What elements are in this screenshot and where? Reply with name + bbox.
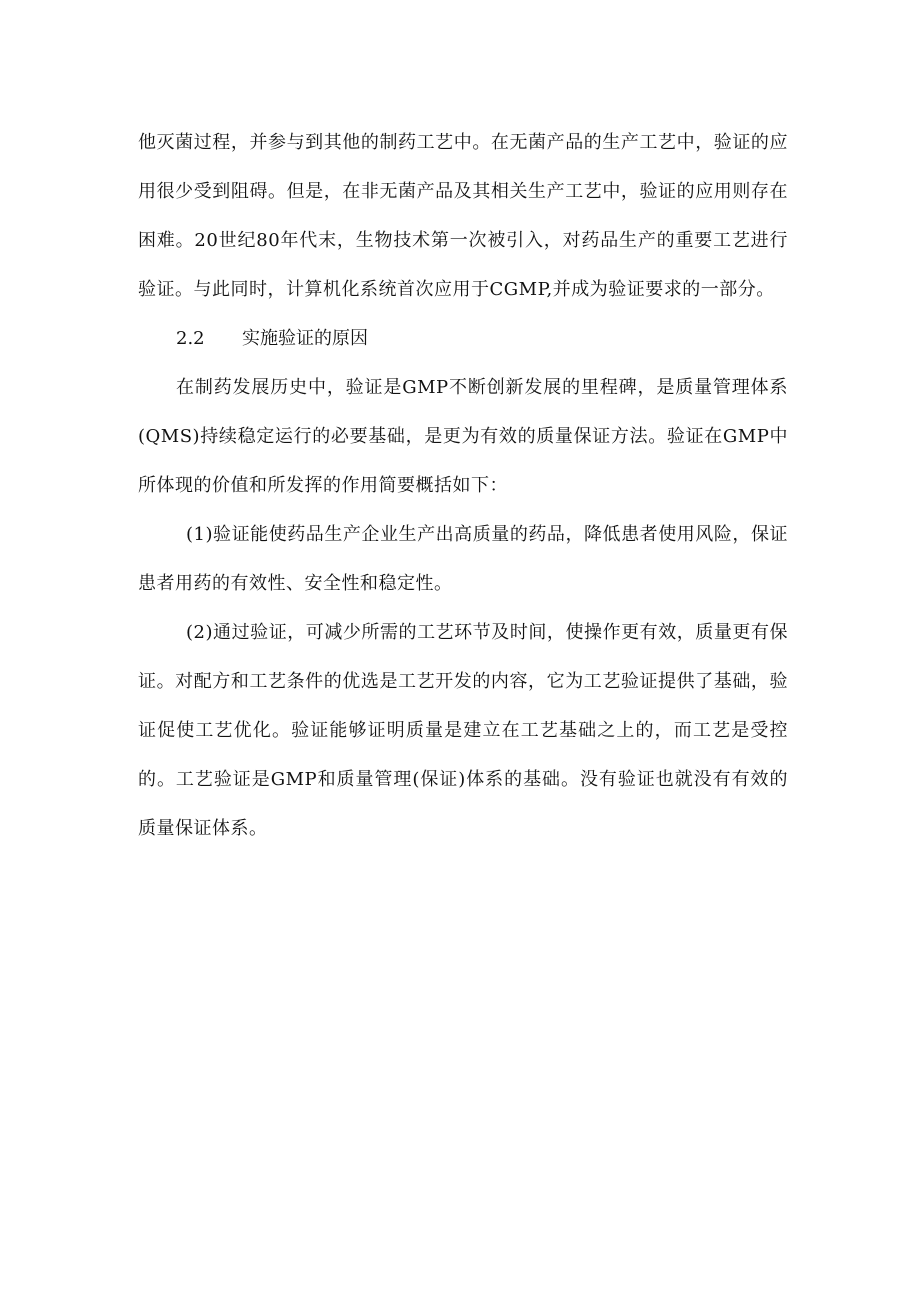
list-item-2: (2)通过验证，可减少所需的工艺环节及时间，使操作更有效，质量更有保证。对配方和工艺条件的优选是工艺开发的内容，它为工艺验证提供了基础，验证促使工艺优化。验证能够证明质量是建立在工艺基础之上的，而工艺是受控的。工艺验证是GMP和质量管理(保证)体系的基础。没有验证也就没有有效的质量保证体系。 (138, 622, 788, 839)
list-item-1: (1)验证能使药品生产企业生产出高质量的药品，降低患者使用风险，保证患者用药的有效性、安全性和稳定性。 (138, 524, 788, 594)
section-title: 实施验证的原因 (242, 328, 368, 349)
document-body (138, 118, 788, 853)
paragraph-intro-continuation: 他灭菌过程，并参与到其他的制药工艺中。在无菌产品的生产工艺中，验证的应用很少受到阻碍。但是，在非无菌产品及其相关生产工艺中，验证的应用则存在困难。20世纪80年代末，生物技术第一次被引入，对药品生产的重要工艺进行验证。与此同时，计算机化系统首次应用于CGMP,并成为验证要求的一部分。 (138, 132, 788, 300)
section-number: 2.2 (176, 328, 205, 349)
paragraph-validation-history: 在制药发展历史中，验证是GMP不断创新发展的里程碑，是质量管理体系(QMS)持续稳定运行的必要基础，是更为有效的质量保证方法。验证在GMP中所体现的价值和所发挥的作用简要概括如下： (138, 377, 788, 496)
section-heading (138, 314, 788, 363)
